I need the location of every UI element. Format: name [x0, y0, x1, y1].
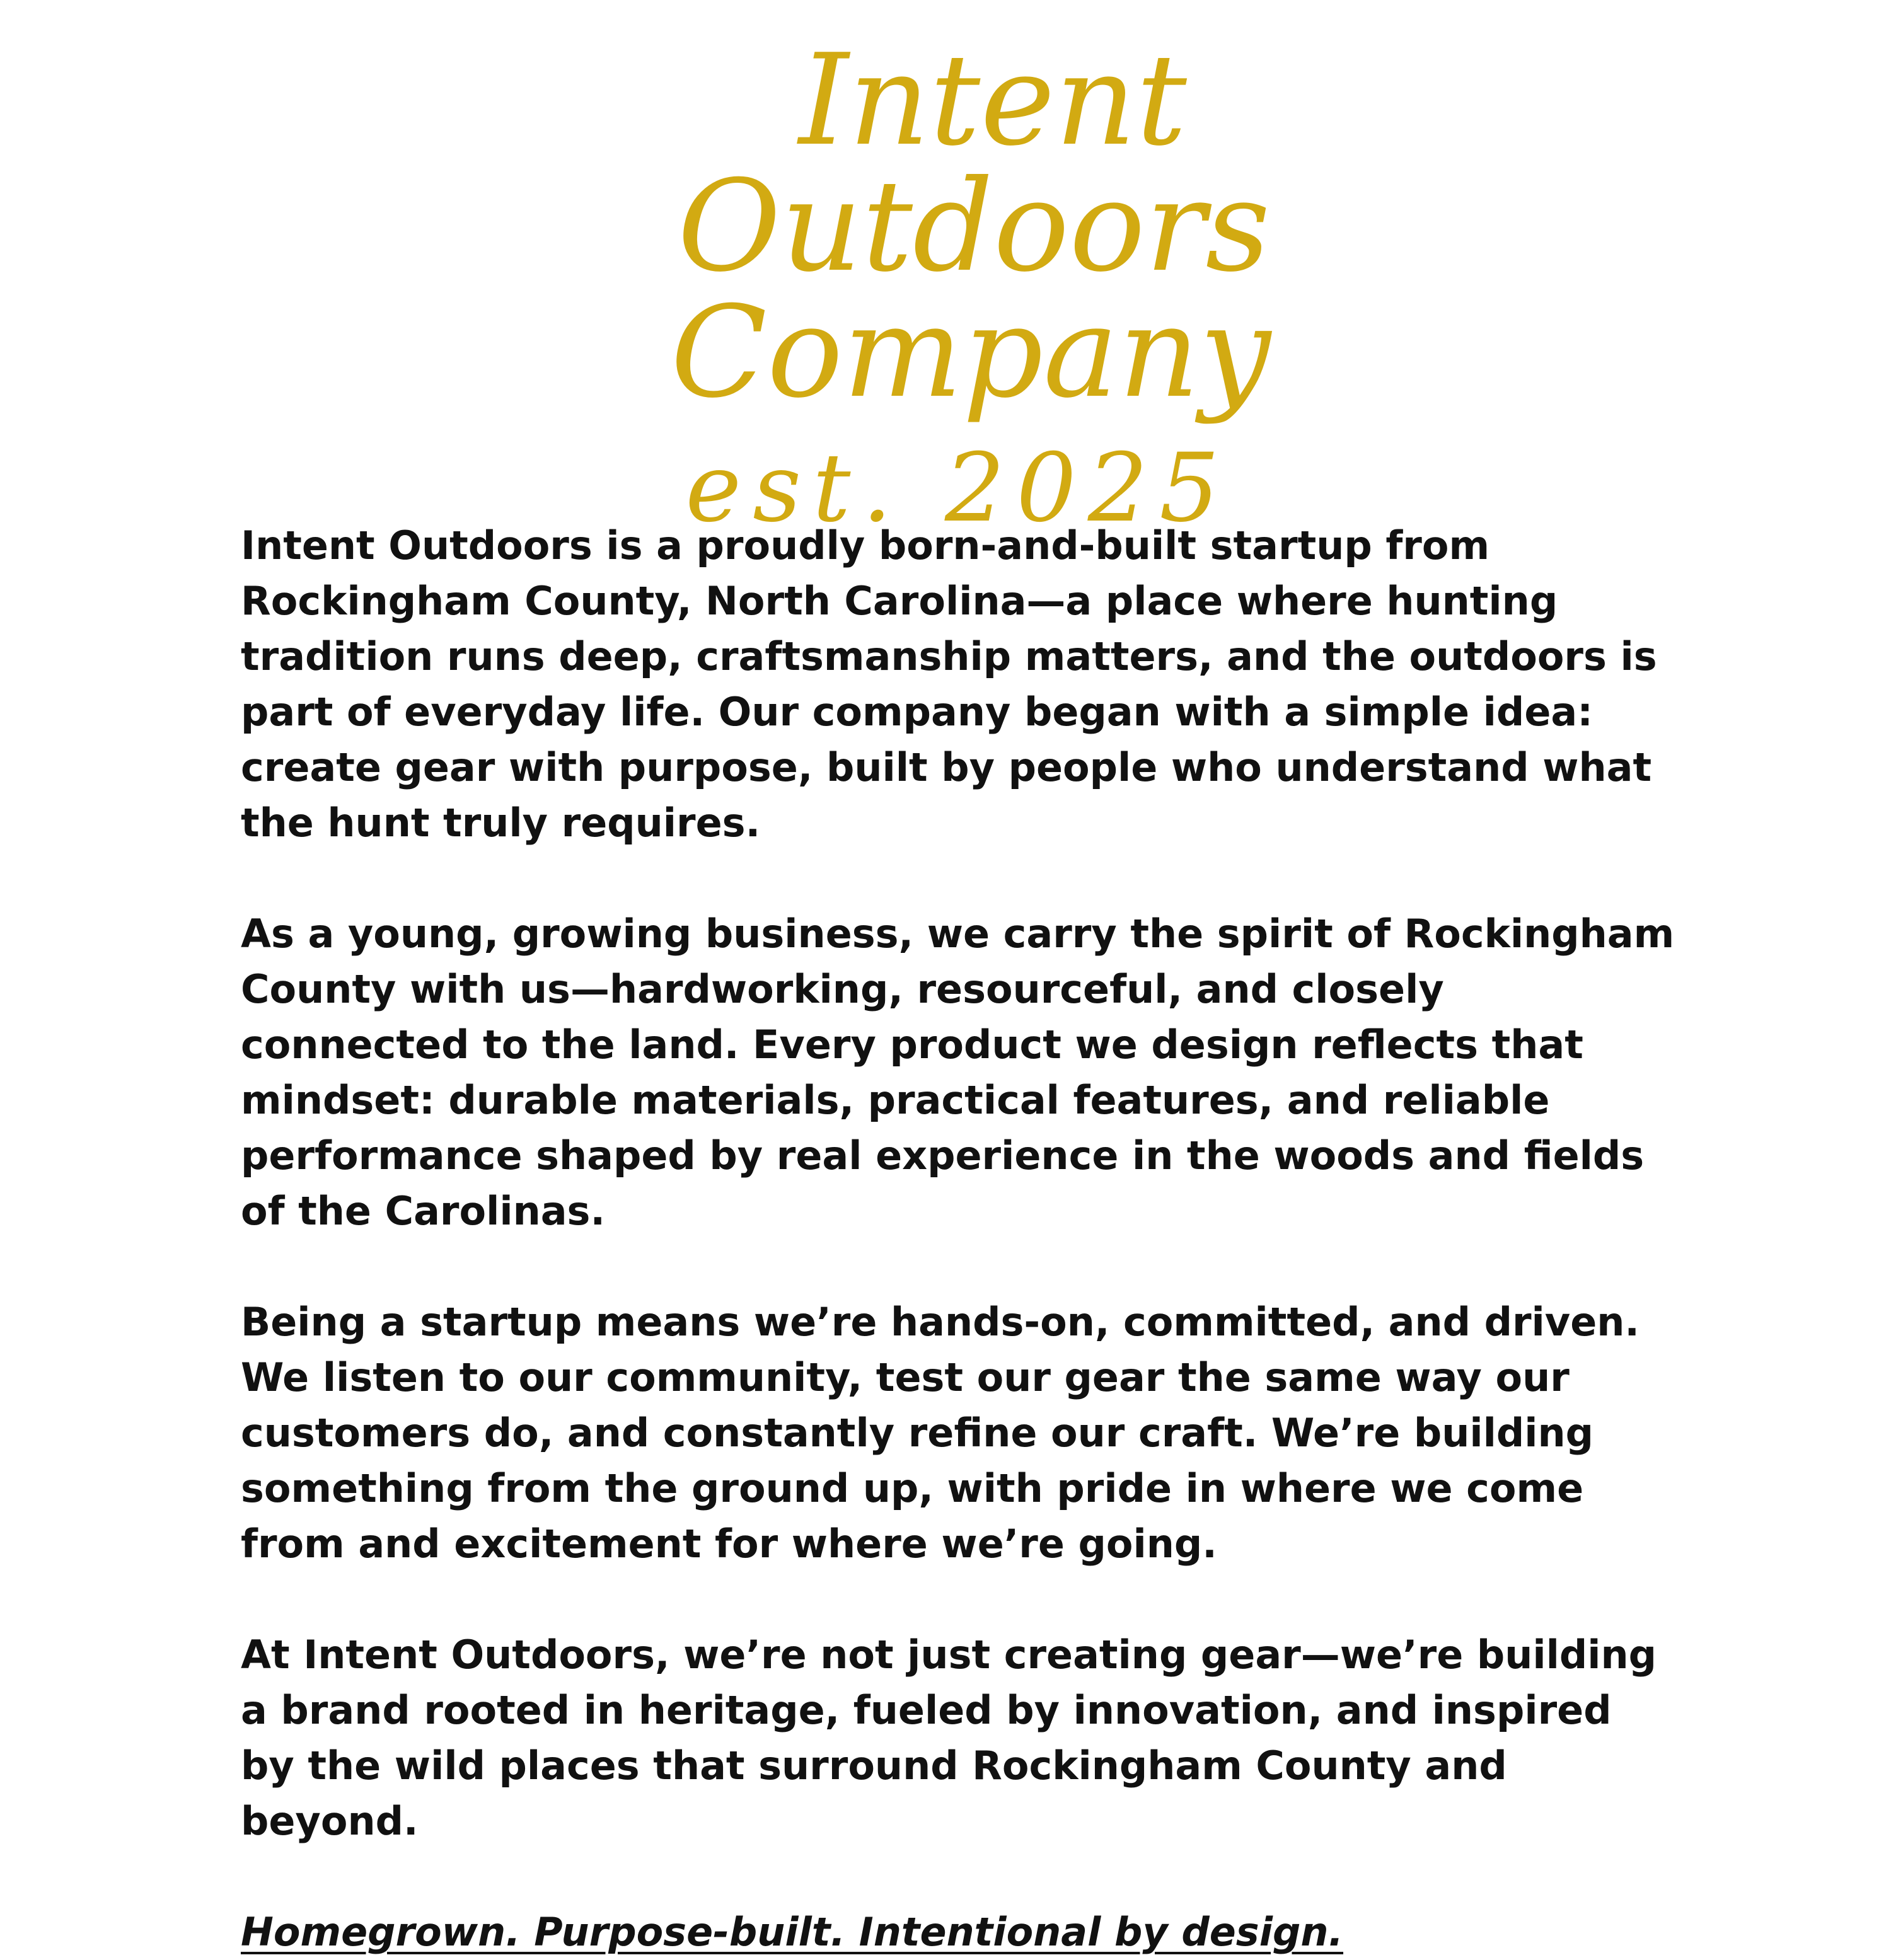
paragraph-intro: Intent Outdoors is a proudly born-and-built startup from Rockingham County, North Carolina—a place where hunting tradition runs deep, craftsmanship matters, and the outdoors is part of everyday life. Our company began with a simple idea: create gear with purpose, built by people who understand what the hunt truly requires.	[241, 522, 1657, 846]
about-text	[241, 518, 1678, 1960]
company-logo	[0, 27, 1891, 543]
paragraph-startup: Being a startup means we’re hands-on, committed, and driven. We listen to our community, test our gear the same way our customers do, and constantly refine our craft. We’re building something from the ground up, with pride in where we come from and excitement for where we’re going.	[241, 1299, 1639, 1567]
logo-word-outdoors: Outdoors	[677, 153, 1271, 300]
logo-established-year: est. 2025	[685, 434, 1231, 543]
paragraph-brand: At Intent Outdoors, we’re not just creating gear—we’re building a brand rooted in heritage, fueled by innovation, and inspired by the wild places that surround Rockingham County and beyond.	[241, 1632, 1657, 1844]
paragraph-spirit: As a young, growing business, we carry the spirit of Rockingham County with us—hardworking, resourceful, and closely connected to the land. Every product we design reflects that mindset: durable materials, practical features, and reliable performance shaped by real experience in the woods and fields of the Carolinas.	[241, 911, 1675, 1234]
logo-word-intent: Intent	[799, 27, 1187, 174]
logo-word-company: Company	[670, 279, 1271, 426]
tagline: Homegrown. Purpose-built. Intentional by design.	[241, 1909, 1344, 1955]
